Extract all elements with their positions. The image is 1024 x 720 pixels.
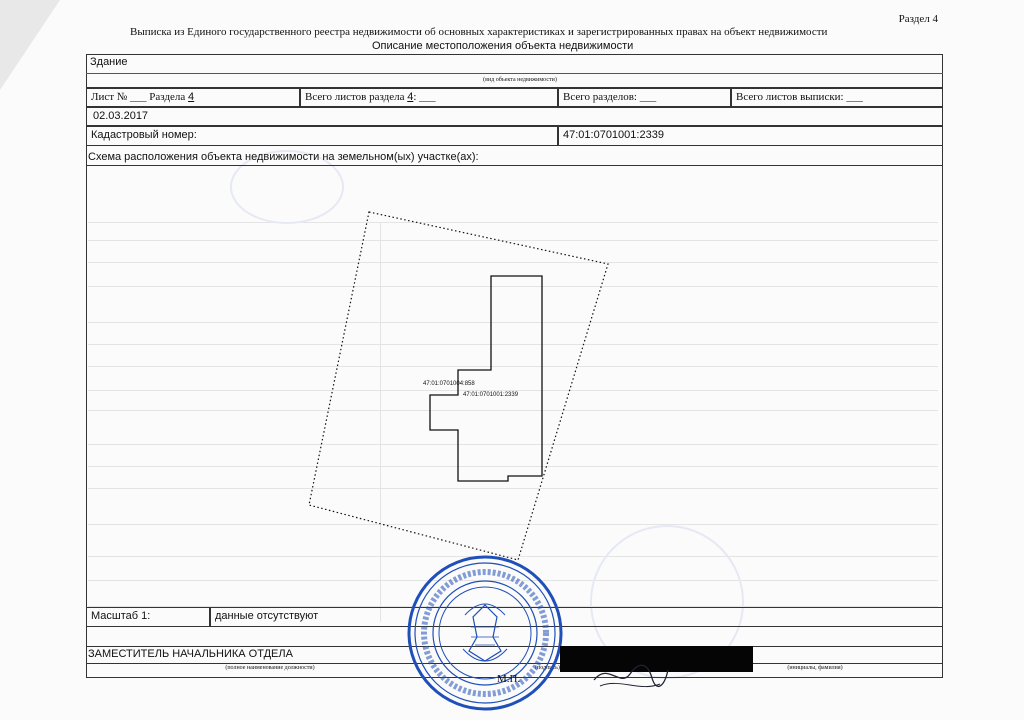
section-number: Раздел 4 — [898, 13, 938, 25]
total-sections-value: ___ — [639, 91, 657, 103]
section-sheets-label: Всего листов раздела — [305, 91, 405, 103]
total-sheets-label: Всего листов выписки: — [736, 91, 844, 103]
total-sections-label: Всего разделов: — [563, 91, 637, 103]
total-sheets-value: ___ — [846, 91, 863, 103]
position-caption: (полное наименование должности) — [225, 665, 315, 671]
scale-label: Масштаб 1: — [91, 610, 151, 622]
document-title: Выписка из Единого государственного реестра недвижимости об основных характеристиках и зарегистрированных правах на объект недвижимости — [130, 26, 828, 38]
object-type-value: Здание — [90, 56, 128, 68]
scale-value: данные отсутствуют — [215, 610, 319, 622]
name-caption: (инициалы, фамилия) — [787, 665, 843, 671]
section-sheets-tail: : ___ — [413, 91, 436, 103]
cadastral-label: Кадастровый номер: — [91, 129, 197, 141]
official-seal — [405, 553, 565, 713]
issue-date: 02.03.2017 — [93, 110, 149, 122]
cadastral-number: 47:01:0701001:2339 — [563, 129, 664, 141]
scale-value-cell — [210, 607, 943, 627]
document-subtitle: Описание местоположения объекта недвижимости — [372, 40, 634, 52]
scale-label-cell — [86, 607, 210, 627]
handwritten-signature — [590, 658, 670, 694]
object-type-caption: (вид объекта недвижимости) — [483, 77, 557, 83]
sheet-value: ___ — [130, 91, 147, 103]
section-value: 4 — [188, 91, 195, 103]
building-outline — [430, 276, 542, 481]
building-label: 47:01:0701001:2339 — [463, 392, 519, 398]
seal-place-mark: М.П. — [497, 673, 521, 685]
land-parcel-label: 47:01:0701004:858 — [423, 381, 475, 387]
signature-caption: (подпись) — [535, 665, 560, 671]
section-sheets-value: 4 — [407, 91, 414, 103]
scheme-title: Схема расположения объекта недвижимости на земельном(ых) участке(ах): — [88, 151, 479, 163]
section-label: Раздела — [149, 91, 186, 103]
signatory-position: ЗАМЕСТИТЕЛЬ НАЧАЛЬНИКА ОТДЕЛА — [88, 648, 293, 660]
sheet-label: Лист № — [91, 91, 128, 103]
